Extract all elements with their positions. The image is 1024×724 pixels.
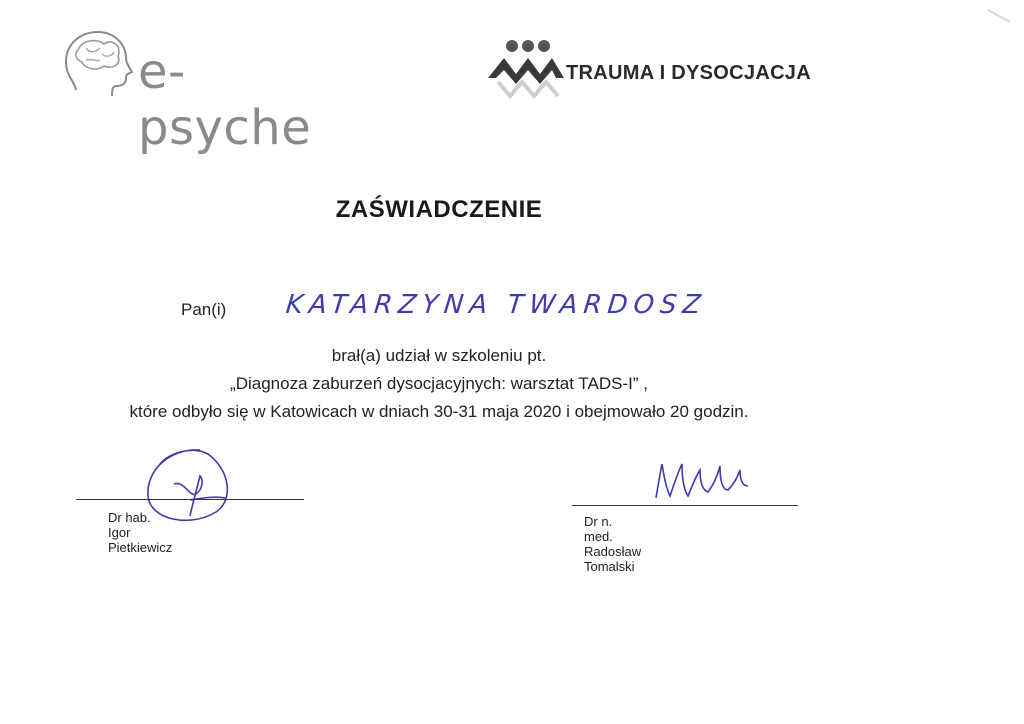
signature-line-right — [572, 505, 798, 506]
body-line-participation: brał(a) udział w szkoleniu pt. — [331, 346, 547, 365]
recipient-name-handwritten: KATARZYNA TWARDOSZ — [284, 290, 709, 320]
people-group-icon — [486, 38, 566, 100]
e-psyche-brand-text: e-psyche — [138, 44, 312, 156]
recipient-label: Pan(i) — [181, 300, 227, 319]
signatory-left-name: Dr hab. Igor Pietkiewicz — [108, 510, 173, 555]
certificate-title: ZAŚWIADCZENIE — [335, 196, 543, 223]
trauma-dysocjacja-logo — [486, 38, 846, 108]
handwritten-signature-right — [648, 456, 758, 506]
e-psyche-logo — [56, 24, 356, 156]
signature-line-left — [76, 499, 304, 500]
scan-mark-icon — [984, 6, 1014, 26]
certificate-body — [0, 342, 878, 426]
head-brain-icon — [56, 24, 136, 104]
body-line-course-title: „Diagnoza zaburzeń dysocjacyjnych: warsztat TADS-I” , — [230, 374, 648, 393]
trauma-dysocjacja-brand-text: TRAUMA I DYSOCJACJA — [566, 62, 811, 84]
body-line-details: które odbyło się w Katowicach w dniach 30-31 maja 2020 i obejmowało 20 godzin. — [129, 402, 749, 421]
signatory-right-name: Dr n. med. Radosław Tomalski — [584, 514, 642, 574]
